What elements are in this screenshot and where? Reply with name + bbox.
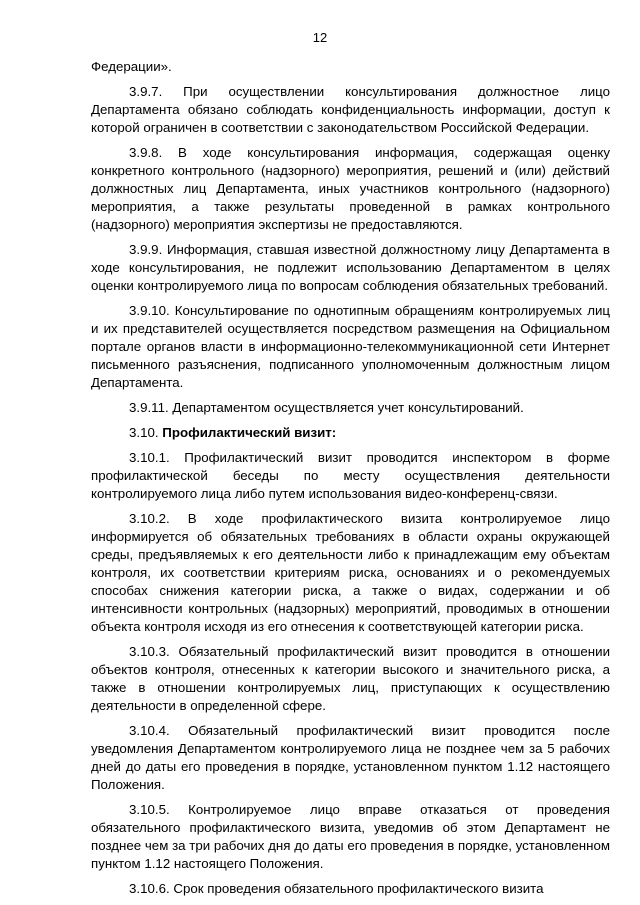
paragraph-3-9-8: 3.9.8. В ходе консультирования информация, содержащая оценку конкретного контрольного (надзорного) мероприятия, решений и (или) действий должностных лиц Департамента, иных участников контрольного (надзорного) мероприятия, а также результаты проведенной в рамках контрольного (надзорного) мероприятия экспертизы не предоставляются. bbox=[91, 145, 610, 232]
paragraph-3-9-7: 3.9.7. При осуществлении консультирования должностное лицо Департамента обязано соблюдать конфиденциальность информации, доступ к которой ограничен в соответствии с законодательством Российской Федерации. bbox=[91, 84, 610, 135]
page-number: 12 bbox=[312, 30, 328, 45]
paragraph-3-10-6: 3.10.6. Срок проведения обязательного профилактического визита bbox=[129, 881, 544, 896]
paragraph-continuation: Федерации». bbox=[91, 59, 172, 74]
section-title: Профилактический визит: bbox=[162, 425, 337, 440]
paragraph-3-10-5: 3.10.5. Контролируемое лицо вправе отказаться от проведения обязательного профилактического визита, уведомив об этом Департамент не позднее чем за три рабочих дня до даты его проведения в порядке, установленном пунктом 1.12 настоящего Положения. bbox=[91, 802, 610, 871]
section-number: 3.10. bbox=[129, 425, 159, 440]
section-heading-3-10 bbox=[91, 424, 610, 442]
paragraph-3-9-9: 3.9.9. Информация, ставшая известной должностному лицу Департамента в ходе консультирования, не подлежит использованию Департаментом в целях оценки контролируемого лица по вопросам соблюдения обязательных требований. bbox=[91, 242, 610, 293]
paragraph-3-10-2: 3.10.2. В ходе профилактического визита контролируемое лицо информируется об обязательных требованиях в области охраны окружающей среды, предъявляемых к его деятельности либо к принадлежащим ему объектам контроля, их соответствии критериям риска, основаниях и о рекомендуемых способах снижения категории риска, а также о видах, содержании и об интенсивности контрольных (надзорных) мероприятий, проводимых в отношении объекта контроля исходя из его отнесения к соответствующей категории риска. bbox=[91, 511, 610, 634]
paragraph-3-10-1: 3.10.1. Профилактический визит проводится инспектором в форме профилактической беседы по месту осуществления деятельности контролируемого лица либо путем использования видео-конференц-связи. bbox=[91, 450, 610, 501]
paragraph-3-9-10: 3.9.10. Консультирование по однотипным обращениям контролируемых лиц и их представителей осуществляется посредством размещения на Официальном портале органов власти в информационно-телекоммуникационной сети Интернет письменного разъяснения, подписанного уполномоченным должностным лицом Департамента. bbox=[91, 303, 610, 390]
paragraph-3-10-3: 3.10.3. Обязательный профилактический визит проводится в отношении объектов контроля, отнесенных к категории высокого и значительного риска, а также в отношении контролируемых лиц, приступающих к осуществлению деятельности в определенной сфере. bbox=[91, 644, 610, 713]
paragraph-3-9-11: 3.9.11. Департаментом осуществляется учет консультирований. bbox=[129, 400, 524, 415]
document-body bbox=[91, 58, 610, 898]
paragraph-3-10-4: 3.10.4. Обязательный профилактический визит проводится после уведомления Департаментом контролируемого лица не позднее чем за 5 рабочих дней до даты его проведения в порядке, установленном пунктом 1.12 настоящего Положения. bbox=[91, 723, 610, 792]
